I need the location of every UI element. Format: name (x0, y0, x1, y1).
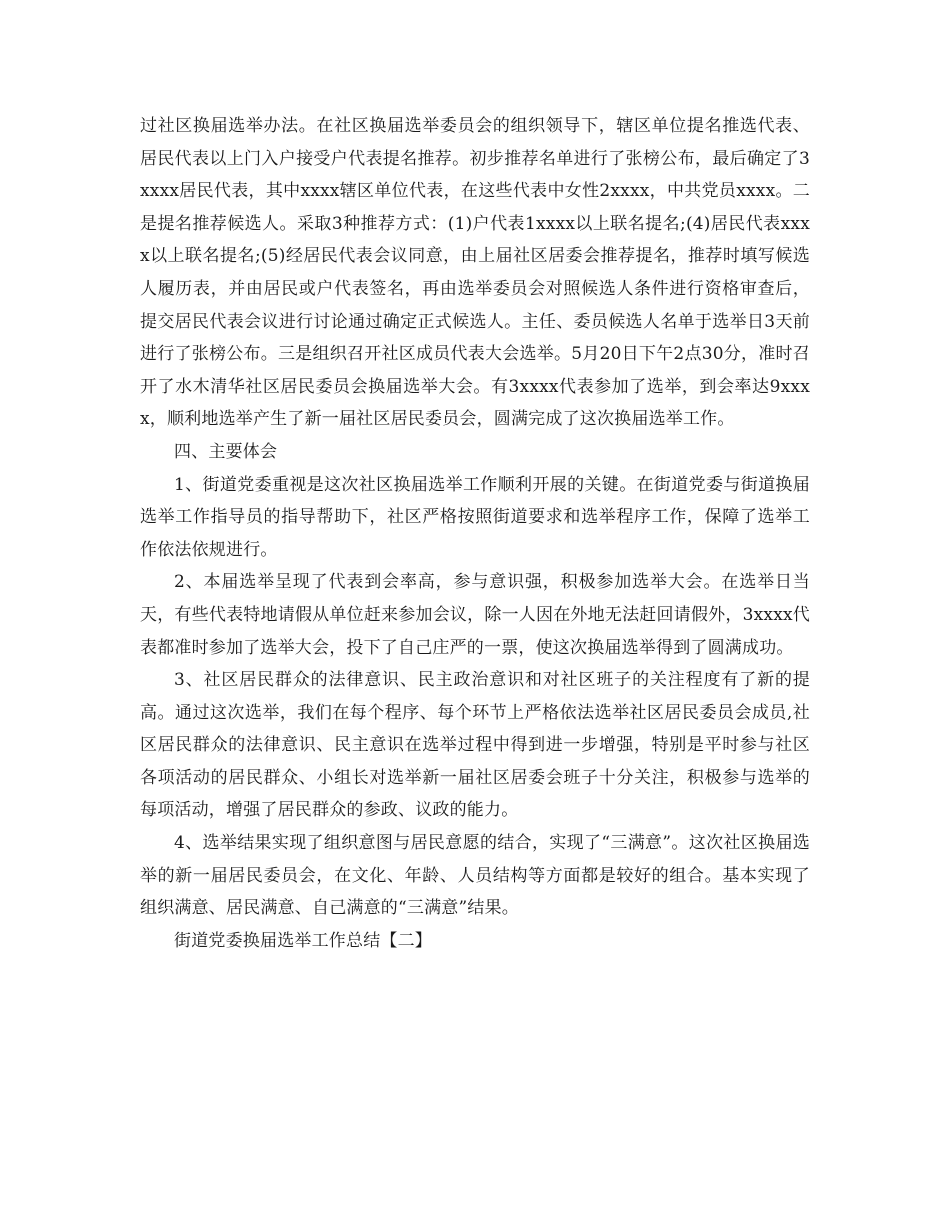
paragraph-point-3: 3、社区居民群众的法律意识、民主政治意识和对社区班子的关注程度有了新的提高。通过这次选举，我们在每个程序、每个环节上严格依法选举社区居民委员会成员,社区居民群众的法律意识、民主意识在选举过程中得到进一步增强，特别是平时参与社区各项活动的居民群众、小组长对选举新一届社区居委会班子十分关注，积极参与选举的每项活动，增强了居民群众的参政、议政的能力。 (140, 670, 810, 821)
paragraph-point-1: 1、街道党委重视是这次社区换届选举工作顺利开展的关键。在街道党委与街道换届选举工作指导员的指导帮助下，社区严格按照街道要求和选举程序工作，保障了选举工作依法依规进行。 (140, 474, 810, 560)
document-body (140, 110, 810, 957)
section-title-part-two: 街道党委换届选举工作总结【二】 (174, 930, 432, 951)
paragraph-continuation: 过社区换届选举办法。在社区换届选举委员会的组织领导下，辖区单位提名推选代表、居民代表以上门入户接受户代表提名推荐。初步推荐名单进行了张榜公布，最后确定了3xxxx居民代表，其中xxxx辖区单位代表，在这些代表中女性2xxxx，中共党员xxxx。二是提名推荐候选人。采取3种推荐方式：(1)户代表1xxxx以上联名提名;(4)居民代表xxxx以上联名提名;(5)经居民代表会议同意，由上届社区居委会推荐提名，推荐时填写候选人履历表，并由居民或户代表签名，再由选举委员会对照候选人条件进行资格审查后，提交居民代表会议进行讨论通过确定正式候选人。主任、委员候选人名单于选举日3天前进行了张榜公布。三是组织召开社区成员代表大会选举。5月20日下午2点30分，准时召开了水木清华社区居民委员会换届选举大会。有3xxxx代表参加了选举，到会率达9xxxx，顺利地选举产生了新一届社区居民委员会，圆满完成了这次换届选举工作。 (140, 116, 811, 430)
paragraph-point-4: 4、选举结果实现了组织意图与居民意愿的结合，实现了“三满意”。这次社区换届选举的新一届居民委员会，在文化、年龄、人员结构等方面都是较好的组合。基本实现了组织满意、居民满意、自己满意的“三满意”结果。 (140, 833, 810, 919)
section-heading-main-experience: 四、主要体会 (174, 441, 278, 462)
paragraph-point-2: 2、本届选举呈现了代表到会率高，参与意识强，积极参加选举大会。在选举日当天，有些代表特地请假从单位赶来参加会议，除一人因在外地无法赶回请假外，3xxxx代表都准时参加了选举大会，投下了自己庄严的一票，使这次换届选举得到了圆满成功。 (140, 572, 810, 658)
